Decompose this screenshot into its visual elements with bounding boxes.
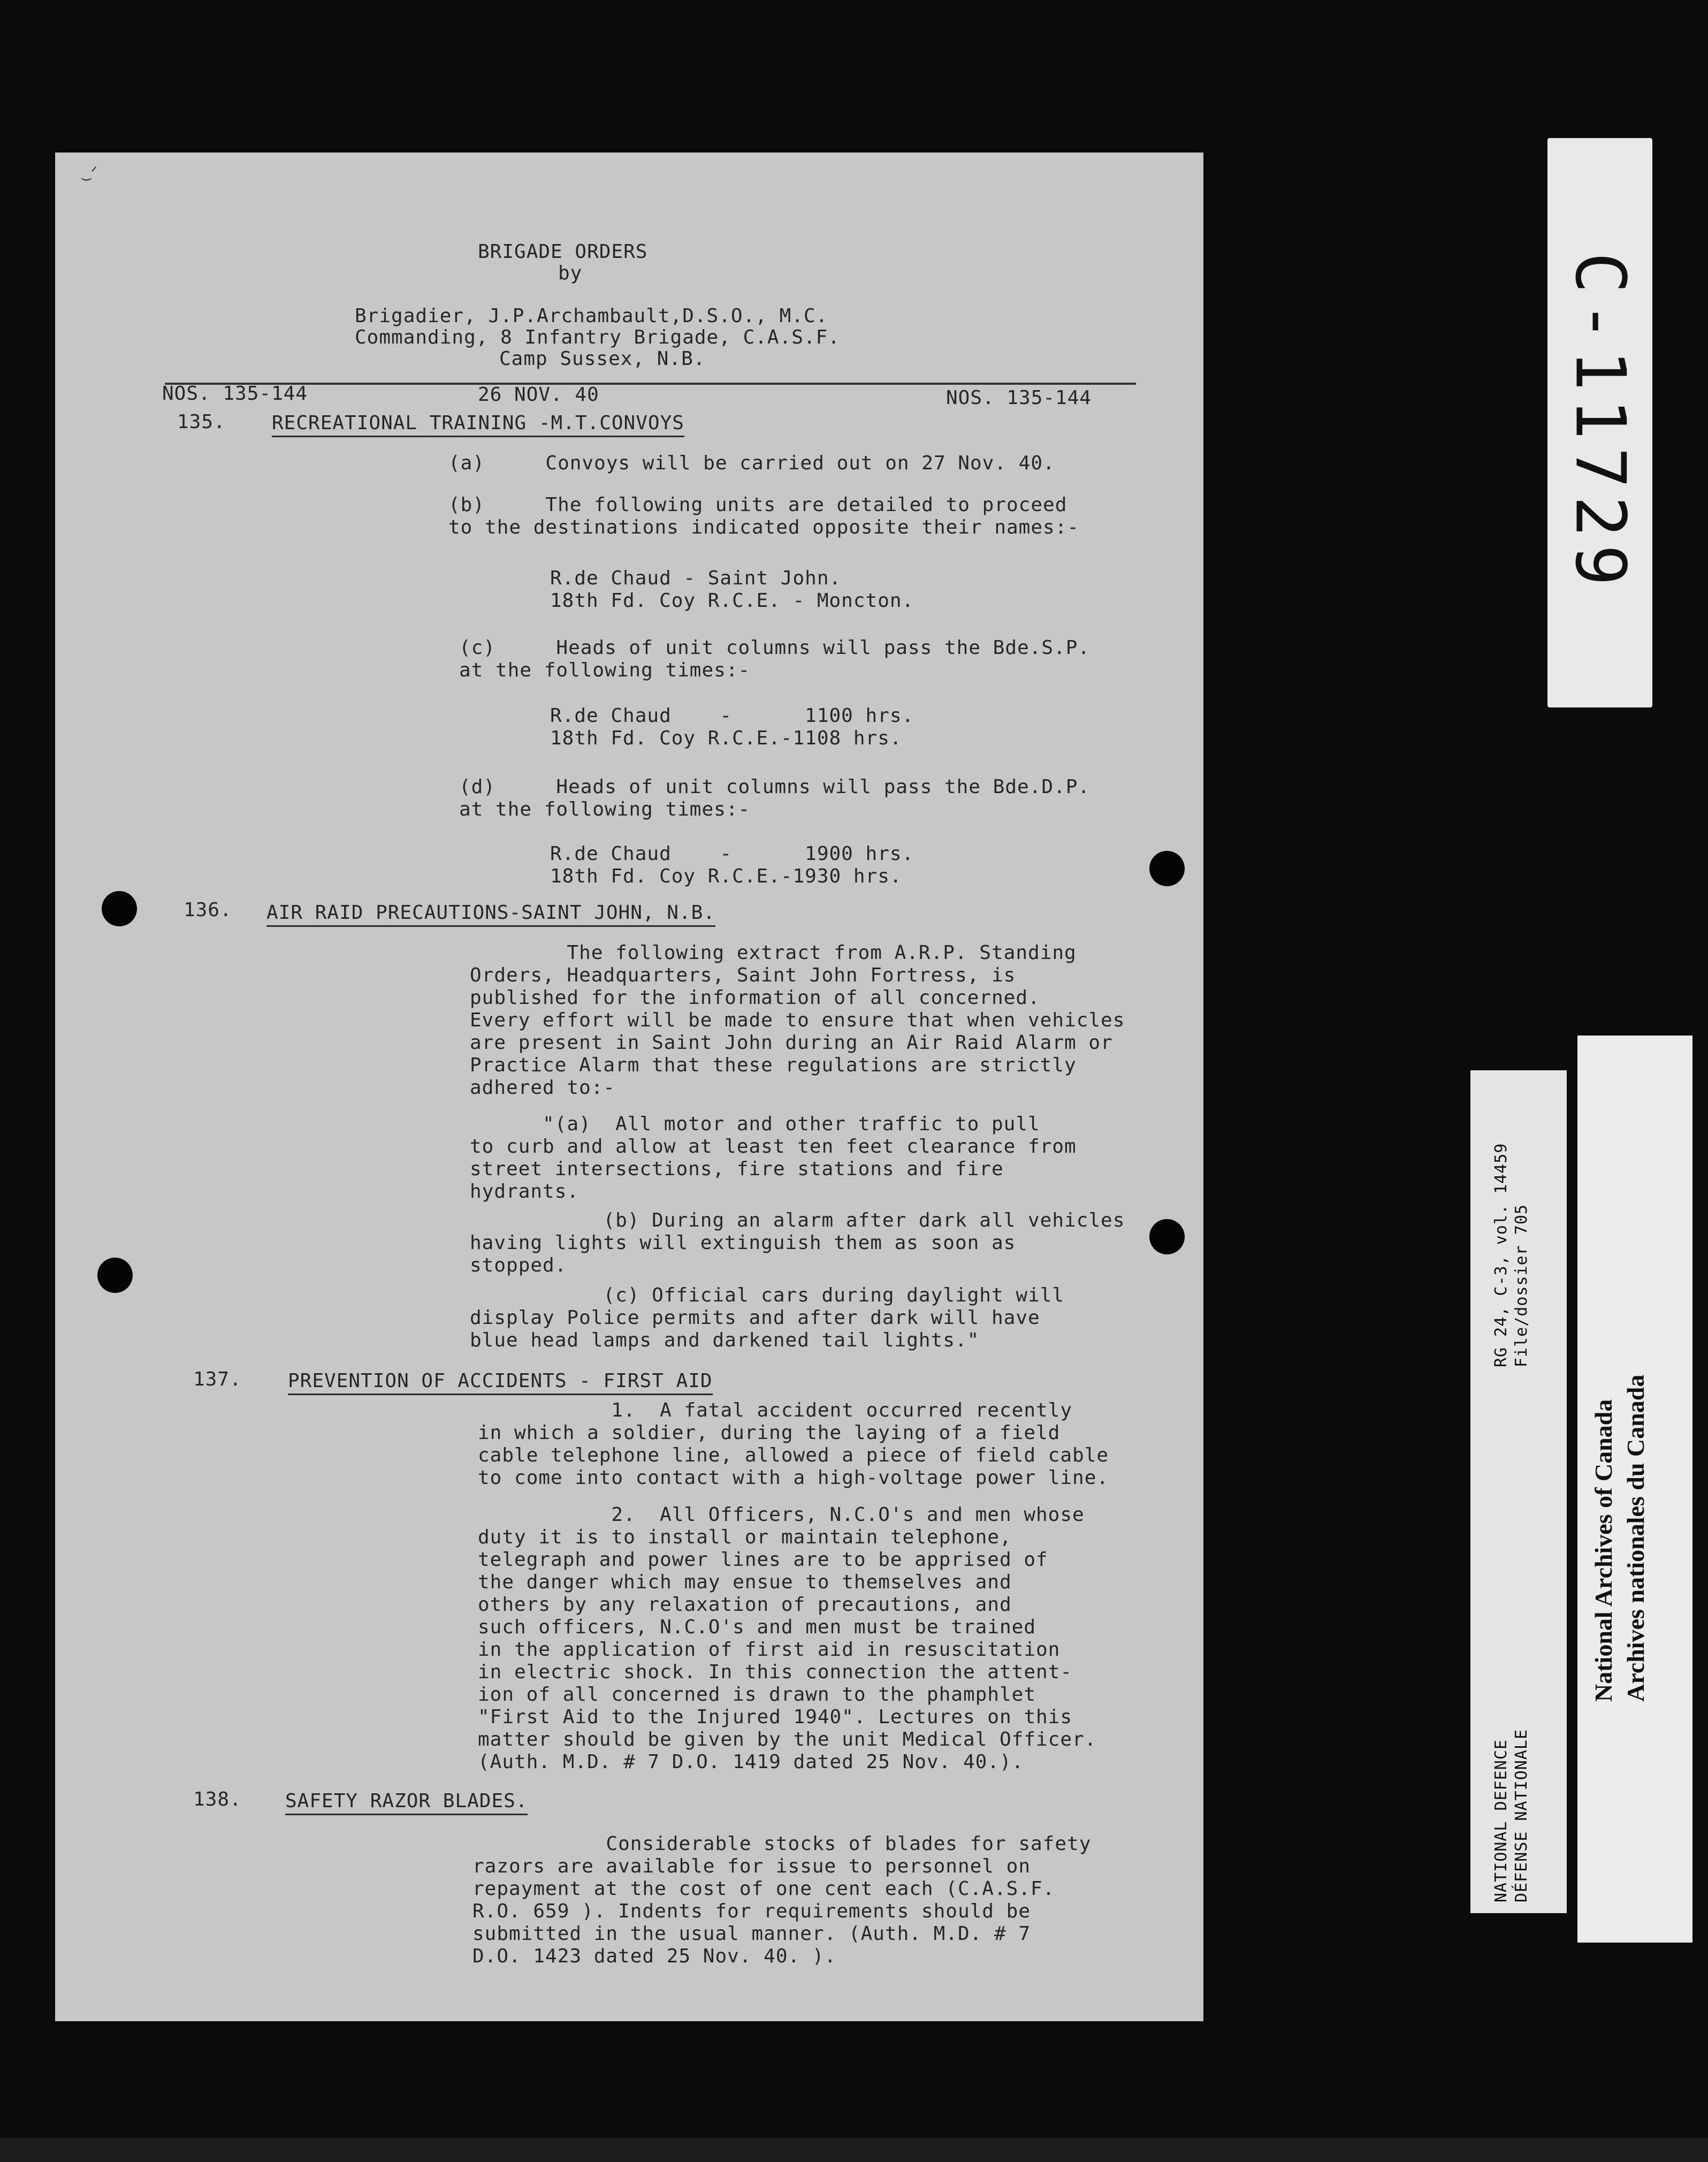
punch-hole [102,891,137,926]
section-number: 135. [177,411,226,433]
quoted-paragraph-b: (b) During an alarm after dark all vehicles having lights will extinguish them as soon as stopped. [470,1209,1125,1276]
paragraph-c-line: (c) Heads of unit columns will pass the Bde.S.P. [459,637,1091,659]
destination-line: 18th Fd. Coy R.C.E. - Moncton. [550,590,914,612]
document-title: BRIGADE ORDERS [478,241,648,263]
archives-name-english: National Archives of Canada [1590,1399,1617,1702]
punch-hole [1149,851,1185,886]
section-heading: AIR RAID PRECAUTIONS-SAINT JOHN, N.B. [266,902,715,927]
header-rule [165,383,1136,385]
section-number: 138. [193,1788,242,1810]
handwritten-mark: ‿ᐟ [82,163,97,181]
paragraph-2: 2. All Officers, N.C.O's and men whose duty it is to install or maintain telephone, telegraph and power lines are to be apprised of the danger which may ensue to themselves and others by any relaxation of precautions, and such officers, N.C.O's and men must be trained in the application of first aid in resuscitation in electric shock. In this connection the attent- ion of all concerned is drawn to the phamphlet "First Aid to the Injured 1940". Lectures on this matter should be given by the unit Medical Officer. (Auth. M.D. # 7 D.O. 1419 dated 25 Nov. 40.). [478,1504,1097,1773]
paragraph-c-line: at the following times:- [459,659,751,681]
paragraph: Considerable stocks of blades for safety razors are available for issue to personnel on repayment at the cost of one cent each (C.A.S.F. R.O. 659 ). Indents for requirements should be submitted in the usual manner. (Auth. M.D. # 7 D.O. 1423 dated 25 Nov. 40. ). [472,1833,1092,1967]
frame-number-text: C-11729 [1560,252,1640,593]
paragraph-d-line: at the following times:- [459,798,751,820]
paragraph-d-line: (d) Heads of unit columns will pass the Bde.D.P. [459,776,1091,798]
quoted-paragraph-c: (c) Official cars during daylight will display Police permits and after dark will have blue head lamps and darkened tail lights." [470,1284,1065,1351]
section-number: 136. [184,899,232,921]
archives-canada-label [1577,1036,1692,1943]
department-french: DÉFENSE NATIONALE [1512,1729,1531,1902]
paragraph-b-line: (b) The following units are detailed to proceed [448,494,1068,516]
by-line: by [558,262,583,284]
time-line: R.de Chaud - 1900 hrs. [550,843,914,865]
commander-name: Brigadier, J.P.Archambault,D.S.O., M.C. [355,305,828,327]
punch-hole [97,1258,133,1293]
department-english: NATIONAL DEFENCE [1492,1739,1511,1902]
quoted-paragraph-a: "(a) All motor and other traffic to pull to curb and allow at least ten feet clearance from street intersections, fire stations and fire hydrants. [470,1113,1077,1202]
section-heading: RECREATIONAL TRAINING -M.T.CONVOYS [272,412,684,437]
order-date: 26 NOV. 40 [478,384,599,406]
microfilm-frame-number [1547,138,1652,707]
time-line: 18th Fd. Coy R.C.E.-1108 hrs. [550,727,902,749]
paragraph-a: (a) Convoys will be carried out on 27 Nov. 40. [448,452,1055,474]
order-numbers-left: NOS. 135-144 [162,383,308,405]
section-heading: PREVENTION OF ACCIDENTS - FIRST AID [288,1370,713,1395]
punch-hole [1149,1219,1185,1254]
time-line: 18th Fd. Coy R.C.E.-1930 hrs. [550,865,902,887]
section-heading: SAFETY RAZOR BLADES. [285,1790,528,1815]
order-numbers-right: NOS. 135-144 [946,387,1092,409]
time-line: R.de Chaud - 1100 hrs. [550,705,914,727]
paragraph: The following extract from A.R.P. Standing Orders, Headquarters, Saint John Fortress, is published for the information of all concerned. Every effort will be made to ensure that when vehicles are present in Saint John during an Air Raid Alarm or Practice Alarm that these regulations are strictly adhered to:- [470,942,1125,1099]
film-edge [0,2138,1708,2162]
archives-name-french: Archives nationales du Canada [1622,1374,1649,1702]
command-line: Commanding, 8 Infantry Brigade, C.A.S.F. [355,326,840,348]
paragraph-b-line: to the destinations indicated opposite their names:- [448,516,1080,538]
paragraph-1: 1. A fatal accident occurred recently in which a soldier, during the laying of a field cable telephone line, allowed a piece of field cable to come into contact with a high-voltage power line. [478,1399,1109,1489]
location-line: Camp Sussex, N.B. [499,348,706,370]
archive-file: File/dossier 705 [1512,1204,1531,1367]
destination-line: R.de Chaud - Saint John. [550,567,842,589]
archive-reference-label [1470,1070,1567,1913]
archive-reference: RG 24, C-3, vol. 14459 [1492,1143,1511,1367]
section-number: 137. [193,1368,242,1390]
document-page [55,153,1203,2021]
